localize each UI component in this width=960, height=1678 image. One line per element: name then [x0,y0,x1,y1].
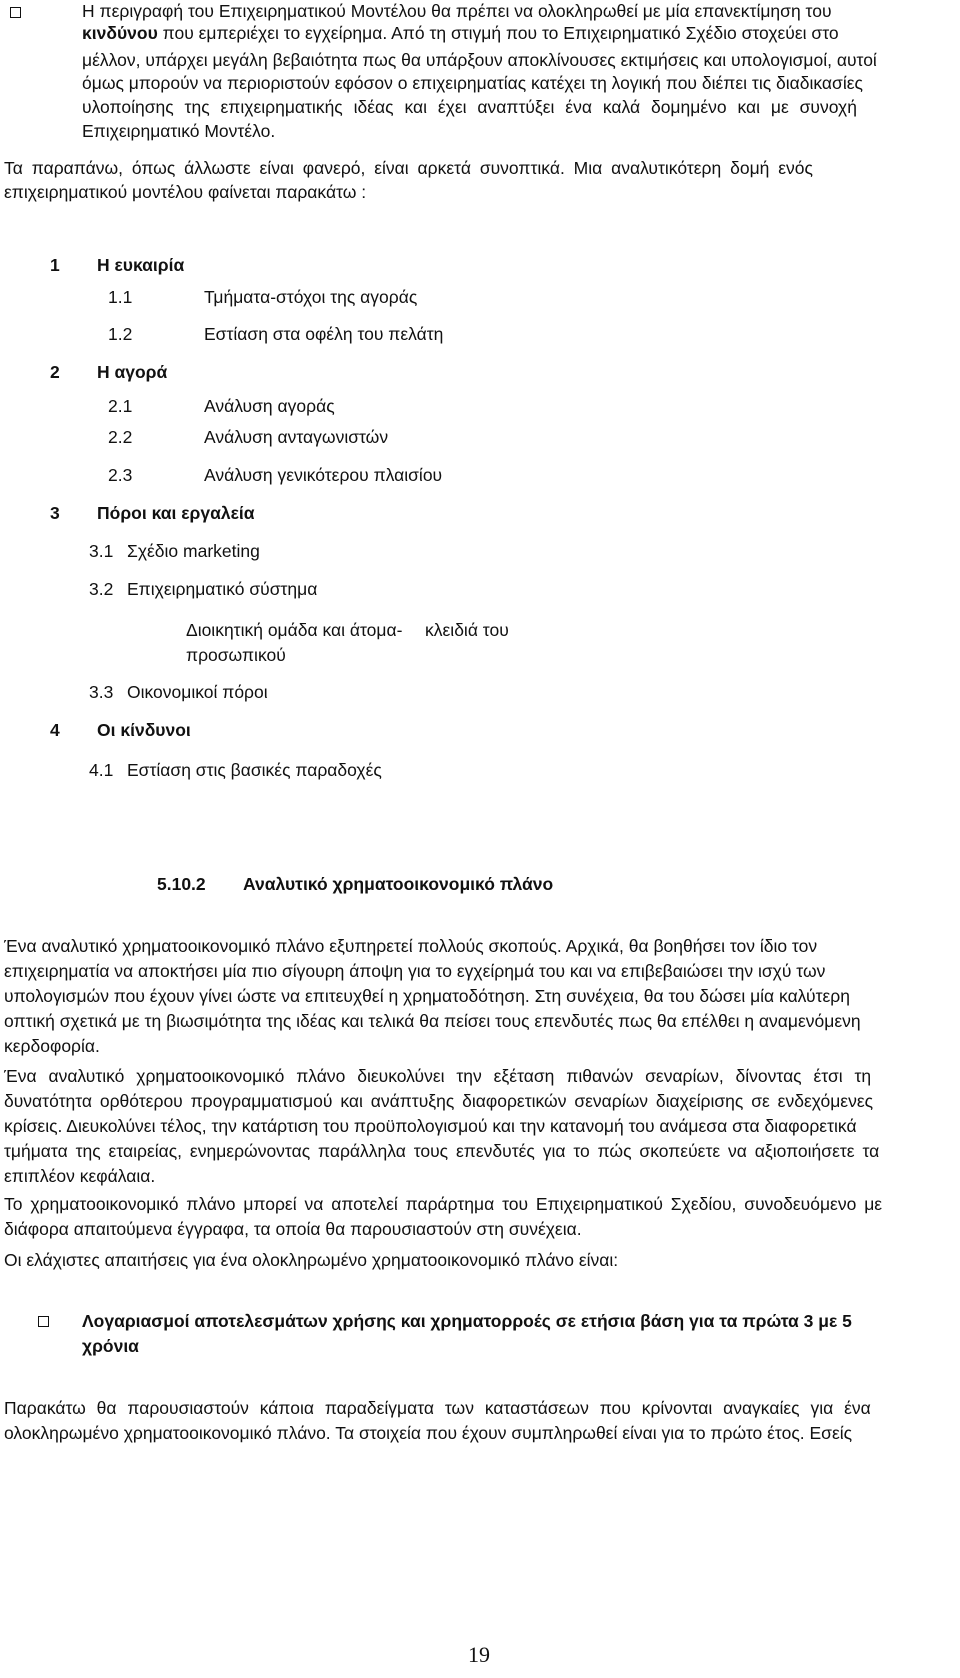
text-line: διάφορα απαιτούμενα έγγραφα, τα οποία θα παρουσιαστούν στη συνέχεια. [4,1219,582,1239]
outline-number: 3.2 [89,579,114,599]
outline-number: 3.1 [89,541,114,561]
page-number: 19 [468,1642,490,1667]
outline-item: Επιχειρηματικό σύστημα [127,579,318,599]
text-line: Τα παραπάνω, όπως άλλωστε είναι φανερό, είναι αρκετά συνοπτικά. Μια αναλυτικότερη δομή ενός [4,158,813,178]
paragraph: Οι ελάχιστες απαιτήσεις για ένα ολοκληρωμένο χρηματοοικονομικό πλάνο είναι: [4,1250,619,1270]
text-line: κερδοφορία. [4,1036,100,1056]
text-line: επιχειρηματικού μοντέλου φαίνεται παρακάτω : [4,182,367,202]
text-line: Η περιγραφή του Επιχειρηματικού Μοντέλου θα πρέπει να ολοκληρωθεί με μία επανεκτίμηση του [82,1,832,21]
text-line: κρίσεις. Διευκολύνει τέλος, την κατάρτιση του προϋπολογισμού και την κατανομή του ανάμεσα στα διαφορετικά [4,1116,857,1136]
bullet-paragraph [82,0,894,150]
outline-number: 2 [50,362,60,382]
text-line: όμως μπορούν να περιοριστούν εφόσον ο επιχειρηματίας κατέχει τη λογική που διέπει τις διαδικασίες [82,73,863,93]
paragraph [4,935,896,1060]
outline-section-title: Πόροι και εργαλεία [97,503,255,523]
text-line: Ένα αναλυτικό χρηματοοικονομικό πλάνο διευκολύνει την εξέταση πιθανών σεναρίων, δίνοντας έτσι τη [4,1066,872,1086]
outline-number: 2.2 [108,427,133,447]
text-line: χρόνια [82,1336,139,1356]
text-line: δυνατότητα ορθότερου προγραμματισμού και ανάπτυξης διαφορετικών σεναρίων διαχείρισης σε ενδεχόμενες [4,1091,874,1111]
outline-number: 1.2 [108,324,133,344]
outline-number: 3.3 [89,682,114,702]
text-line [82,22,839,44]
outline-number: 1.1 [108,287,133,307]
outline-item: Τμήματα-στόχοι της αγοράς [204,287,418,307]
text-line: υλοποίησης της επιχειρηματικής ιδέας και έχει αναπτύξει ένα καλά δομημένο και με συνοχή [82,97,857,117]
paragraph [4,1193,896,1243]
outline-number: 4.1 [89,760,114,780]
text-line: Λογαριασμοί αποτελεσμάτων χρήσης και χρηματορροές σε ετήσια βάση για τα πρώτα 3 με 5 [82,1311,852,1331]
bold-word: κινδύνου [82,23,158,43]
text-line: μέλλον, υπάρχει μεγάλη βεβαιότητα πως θα υπάρξουν αποκλίνουσες εκτιμήσεις και υπολογισμοί, αυτοί [82,50,877,70]
checkbox-bullet-icon [10,7,21,18]
text-line: υπολογισμών που έχουν γίνει ώστε να επιτευχθεί η χρηματοδότηση. Στη συνέχεια, θα του δώσει μία καλύτερη [4,986,850,1006]
outline-number: 3 [50,503,60,523]
outline-section-title: Οι κίνδυνοι [97,720,191,740]
text-line: Παρακάτω θα παρουσιαστούν κάποια παραδείγματα των καταστάσεων που κρίνονται αναγκαίες για ένα [4,1398,871,1418]
outline-item: Ανάλυση γενικότερου πλαισίου [204,465,443,485]
outline-section-title: Η ευκαιρία [97,255,185,275]
outline-item: Εστίαση στα οφέλη του πελάτη [204,324,444,344]
outline-number: 4 [50,720,60,740]
section-number: 5.10.2 [157,874,206,894]
text-line: οπτική σχετικά με τη βιωσιμότητα της ιδέας και τελικά θα πείσει τους επενδυτές πως θα επέλθει η αναμενόμενη [4,1011,861,1031]
outline-number: 1 [50,255,60,275]
text-line: τμήματα της εταιρείας, ενημερώνοντας παράλληλα τους επενδυτές για το πώς σκοπεύετε να αξιοποιήσετε τα [4,1141,880,1161]
outline-item: Εστίαση στις βασικές παραδοχές [127,760,382,780]
outline-subitem: Διοικητική ομάδα και άτομα- [186,620,403,640]
text-line: ολοκληρωμένο χρηματοοικονομικό πλάνο. Τα στοιχεία που έχουν συμπληρωθεί είναι για το πρώτο έτος. Εσείς [4,1423,853,1443]
outline-subitem: προσωπικού [186,645,286,665]
text-line: επιπλέον κεφάλαια. [4,1166,156,1186]
text-line: Επιχειρηματικό Μοντέλο. [82,121,276,141]
text-line: Το χρηματοοικονομικό πλάνο μπορεί να αποτελεί παράρτημα του Επιχειρηματικού Σχεδίου, συνοδευόμενο με [4,1194,883,1214]
section-heading: Αναλυτικό χρηματοοικονομικό πλάνο [243,874,554,894]
text-line: Ένα αναλυτικό χρηματοοικονομικό πλάνο εξυπηρετεί πολλούς σκοπούς. Αρχικά, θα βοηθήσει τον ίδιο τον [4,936,818,956]
outline-section-title: Η αγορά [97,362,168,382]
paragraph [4,1065,896,1190]
outline-subitem: κλειδιά του [425,620,509,640]
paragraph [4,1397,896,1447]
outline-item: Σχέδιο marketing [127,541,260,561]
checkbox-bullet-icon [38,1316,49,1327]
outline-item: Οικονομικοί πόροι [127,682,268,702]
text-fragment: που εμπεριέχει το εγχείρημα. Από τη στιγμή που το Επιχειρηματικό Σχέδιο στοχεύει στο [162,23,839,43]
outline-number: 2.3 [108,465,133,485]
text-line: επιχειρηματία να αποκτήσει μία πιο σίγουρη άποψη για το εγχείρημά του και να επιβεβαιώσει την ισχύ των [4,961,826,981]
outline-number: 2.1 [108,396,133,416]
outline-item: Ανάλυση αγοράς [204,396,335,416]
outline-item: Ανάλυση ανταγωνιστών [204,427,389,447]
